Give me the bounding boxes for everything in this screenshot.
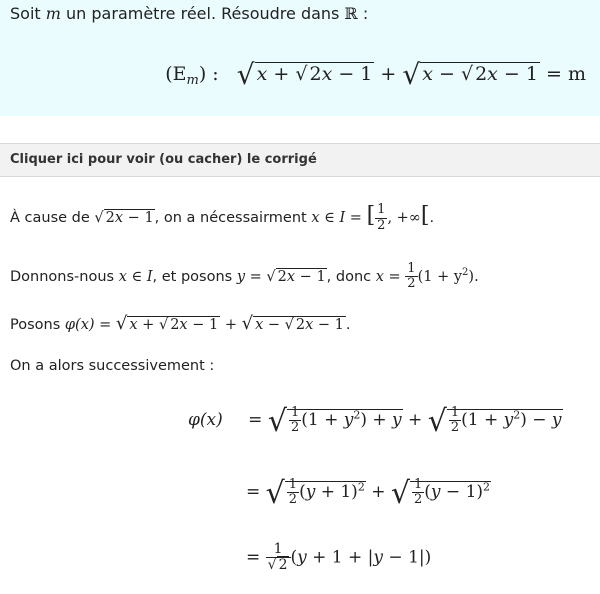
intro-colon: : [362, 4, 369, 23]
toggle-label: Cliquer ici pour voir (ou cacher) le corrigé [10, 152, 317, 167]
toggle-correction-button[interactable] [0, 143, 600, 177]
p2-mid: , et posons [152, 268, 233, 285]
equation-label: (E [165, 63, 187, 85]
equals-2: = [246, 482, 261, 502]
p2-text: Donnons-nous [10, 268, 115, 285]
equation-subscript: m [186, 73, 199, 88]
outer-sqrt-2: √ x − √ 2x − 1 [402, 58, 538, 91]
derivation-line-1: φ(x) = √ $\frac{1}{2}$ $(1 + y^2) + y$ + √ $\frac{1}{2}$ $(1 + y^2) - y$ [188, 404, 562, 439]
p1-math: x ∈ I = [311, 210, 367, 226]
sqrt-2x-1: √ 2x − 1 [94, 210, 154, 226]
para-domain: À cause de √ 2x − 1, on a nécessairment x ∈ I = [ $\frac{1}{2}$ , +∞[. [10, 202, 435, 233]
p3-math: φ(x) = [64, 317, 116, 333]
derivation-line-3: = $\frac{1}{√ 2}$ (y + 1 + |y − 1|) [246, 541, 432, 574]
p1-text: À cause de [10, 210, 90, 226]
reals-symbol: ℝ [344, 4, 358, 23]
p2-tail: (1 + y [417, 268, 463, 285]
p2-math3: x = [375, 268, 406, 285]
p2-math2: y = [236, 268, 267, 285]
phi-lhs: φ(x) [188, 410, 223, 430]
p1-mid: , on a nécessairment [154, 210, 307, 226]
intro-text-mid: un paramètre réel. Résoudre dans [66, 4, 340, 23]
p4-text: On a alors successivement : [10, 358, 215, 374]
p2-math1: x ∈ I [118, 268, 153, 285]
equation-label-end: ) : [198, 63, 219, 85]
statement-intro [10, 4, 368, 23]
p2-mid2: , donc [326, 268, 372, 285]
equation-rhs: = m [546, 63, 586, 85]
para-phi-def: Posons φ(x) = √ x + √ 2x − 1 + √ x − √ 2x − 1 . [10, 313, 351, 334]
derivation-line-2: = √ $\frac{1}{2}$ $(y + 1)^2$ + √ $\frac{1}{2}$ $(y - 1)^2$ [246, 476, 491, 511]
intro-text: Soit [10, 4, 41, 23]
statement-equation: $(E_m)$ : √ x + √ 2x − 1 + √ x − √ 2x − 1 = m [165, 58, 586, 91]
param-m: m [45, 4, 61, 23]
para-successively [10, 358, 214, 374]
equals-1: = [248, 410, 263, 430]
exercise-statement [0, 0, 600, 116]
para-substitution: Donnons-nous x ∈ I, et posons y = √ 2x − 1, donc x = $\frac{1}{2}$ $(1 + y^2)$. [10, 261, 479, 292]
outer-sqrt-1: √ x + √ 2x − 1 [236, 58, 373, 91]
p3-text: Posons [10, 317, 61, 333]
equals-3: = [246, 547, 261, 568]
